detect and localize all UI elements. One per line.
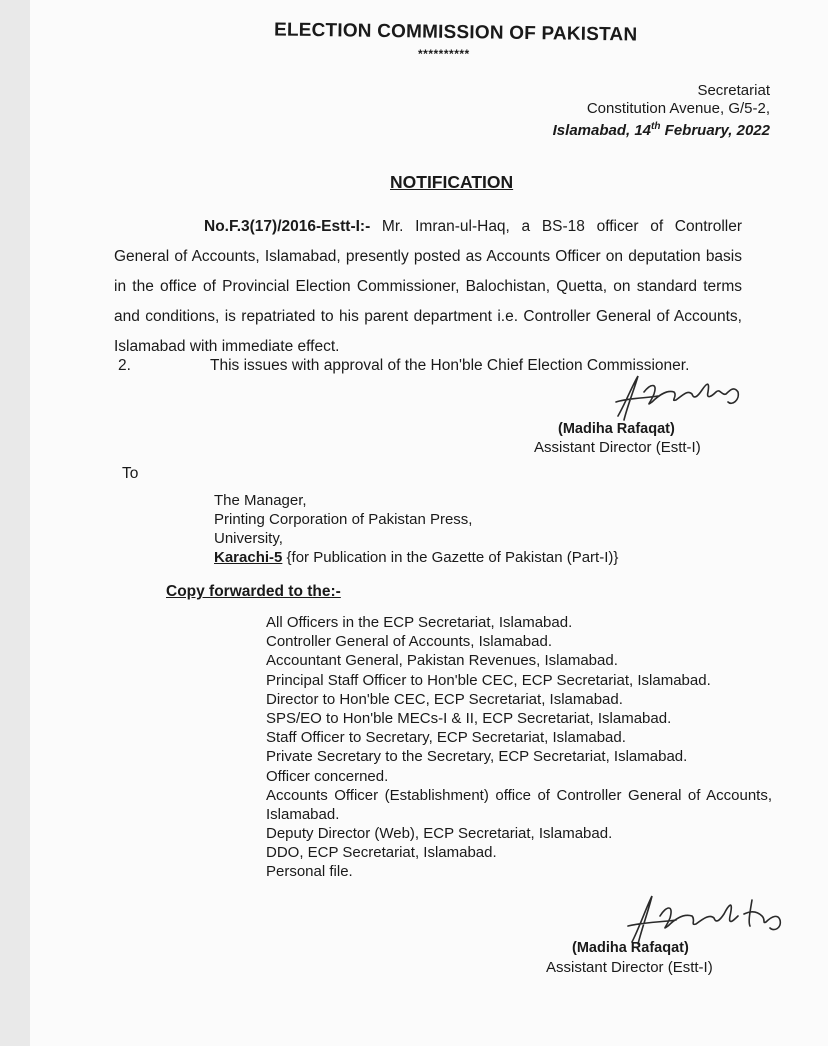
signatory-title-2: Assistant Director (Estt-I) (546, 959, 713, 976)
address-block (553, 82, 770, 140)
recipient-line-1: The Manager, (214, 492, 307, 509)
copy-forwarded-heading: Copy forwarded to the:- (166, 583, 341, 600)
list-item-text: Director to Hon'ble CEC, ECP Secretariat, Islamabad. (266, 690, 623, 708)
document-page (30, 0, 828, 1046)
recipient-line-3: University, (214, 530, 283, 547)
paragraph-2-number: 2. (118, 357, 131, 374)
date-line (553, 118, 770, 140)
list-item-text: Personal file. (266, 863, 353, 881)
header-stars: ********** (418, 47, 470, 61)
address-line-2: Constitution Avenue, G/5-2, (586, 100, 770, 117)
signatory-name-1: (Madiha Rafaqat) (558, 421, 675, 437)
date-rest: February, 2022 (660, 122, 770, 139)
recipient-line-4 (214, 548, 618, 567)
list-item-text: Deputy Director (Web), ECP Secretariat, Islamabad. (266, 825, 613, 843)
list-item-text: Staff Officer to Secretary, ECP Secretariat, Islamabad. (266, 729, 626, 747)
signatory-title-1: Assistant Director (Estt-I) (534, 439, 701, 456)
organization-header: ELECTION COMMISSION OF PAKISTAN (273, 19, 638, 46)
address-line-1: Secretariat (697, 82, 770, 99)
notification-title: NOTIFICATION (390, 172, 514, 192)
list-item-text: Officer concerned. (266, 767, 389, 785)
paragraph-1-text: Mr. Imran-ul-Haq, a BS-18 officer of Controller General of Accounts, Islamabad, presently posted as Accounts Officer on deputation basis in the office of Provincial Election Commissioner, Balochistan, Quetta, on standard terms and conditions, is repatriated to his parent department i.e. Controller General of Accounts, Islamabad with immediate effect. (114, 218, 742, 355)
list-item-text: Accountant General, Pakistan Revenues, Islamabad. (266, 652, 618, 670)
list-item-text: Principal Staff Officer to Hon'ble CEC, ECP Secretariat, Islamabad. (266, 671, 711, 689)
list-item-text: All Officers in the ECP Secretariat, Islamabad. (266, 614, 573, 631)
date-superscript: th (651, 121, 661, 132)
reference-number: No.F.3(17)/2016-Estt-I:- (204, 218, 371, 235)
list-item-text: DDO, ECP Secretariat, Islamabad. (266, 844, 497, 862)
notification-paragraph-1 (114, 212, 742, 362)
list-item-text: Controller General of Accounts, Islamabad. (266, 633, 552, 651)
signatory-name-2: (Madiha Rafaqat) (572, 940, 689, 956)
date-city: Islamabad, 14 (552, 122, 652, 139)
handwritten-signature-icon (588, 372, 778, 424)
publication-note: {for Publication in the Gazette of Pakistan (Part-I)} (282, 549, 619, 566)
to-label: To (122, 465, 139, 482)
list-item-text: SPS/EO to Hon'ble MECs-I & II, ECP Secretariat, Islamabad. (266, 709, 672, 727)
list-item-text: Private Secretary to the Secretary, ECP Secretariat, Islamabad. (266, 748, 688, 766)
recipient-line-2: Printing Corporation of Pakistan Press, (214, 511, 473, 528)
list-item-text: Accounts Officer (Establishment) office of Controller General of Accounts, Islamabad. (266, 786, 772, 823)
recipient-city: Karachi-5 (214, 549, 283, 566)
paragraph-2-text: This issues with approval of the Hon'ble Chief Election Commissioner. (210, 357, 690, 374)
recipient-block (214, 491, 618, 567)
